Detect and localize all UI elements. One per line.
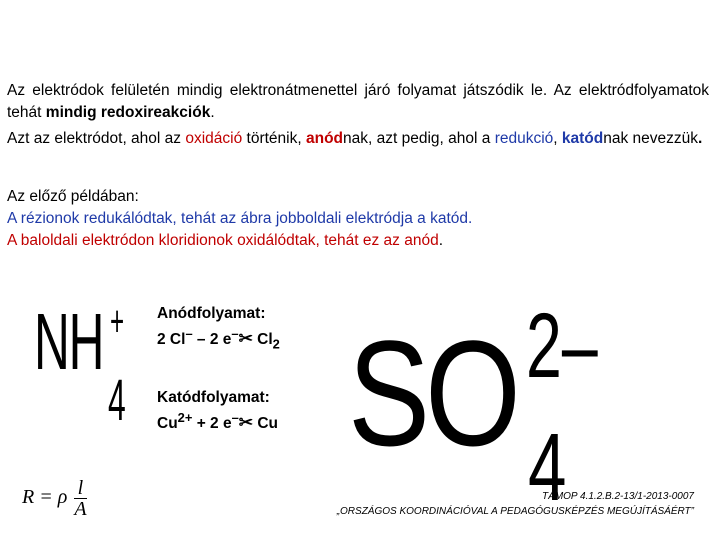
text: történik, (242, 130, 306, 147)
eq-sub: 2 (272, 336, 280, 352)
eq-text: Cu (253, 415, 279, 433)
anode-title: Anódfolyamat: (157, 305, 266, 322)
anode-equation (157, 324, 280, 354)
nh4-subscript: 4 (108, 368, 126, 433)
paragraph-electrodes (7, 128, 709, 150)
resistance-formula (22, 478, 87, 519)
oxidation-term: oxidáció (185, 130, 243, 147)
eq-sup: – (231, 326, 239, 341)
anode-process (157, 304, 280, 354)
formula-lhs: R = ρ (22, 486, 68, 509)
text: . (210, 104, 215, 121)
example-cathode-line: A rézionok redukálódtak, tehát az ábra jobboldali elektródja a katód. (7, 210, 473, 227)
text: nak nevezzük (603, 130, 699, 147)
nh4-charge: + (110, 297, 125, 346)
nh4-base: NH (34, 297, 104, 386)
so4-charge: 2– (526, 295, 598, 397)
text: . (698, 130, 703, 147)
project-footer (337, 489, 694, 519)
eq-text: 2 Cl (157, 331, 186, 349)
anode-term: anód (305, 130, 344, 147)
scissors-arrow-icon: ✂ (238, 329, 253, 349)
cathode-title: Katódfolyamat: (157, 389, 270, 406)
footer-line2: „ORSZÁGOS KOORDINÁCIÓVAL A PEDAGÓGUSKÉPZÉS MEGÚJÍTÁSÁÉRT” (336, 506, 694, 517)
footer-line1: TÁMOP 4.1.2.B.2-13/1-2013-0007 (542, 491, 694, 502)
formula-fraction (74, 478, 86, 519)
so4-base: SO (348, 309, 516, 477)
text: Az elektródok felületén mindig elektronátmenettel járó folyamat játszódik le. Az elektródfolyamatok tehát (7, 82, 709, 121)
formula-denominator: A (74, 498, 87, 520)
cathode-process (157, 388, 278, 434)
scissors-arrow-icon: ✂ (238, 413, 254, 433)
paragraph-redox (7, 80, 709, 124)
eq-sup: – (231, 410, 239, 425)
eq-text: – 2 e (192, 331, 232, 349)
so4-subscript: 4 (528, 414, 567, 521)
formula-numerator: l (74, 478, 86, 499)
paragraph-example (7, 186, 709, 252)
text: Azt az elektródot, ahol az (7, 130, 186, 147)
text-bold: mindig redoxireakciók (45, 104, 211, 121)
eq-text: + 2 e (192, 415, 232, 433)
eq-text: Cu (157, 415, 178, 433)
eq-sup: – (185, 326, 193, 341)
example-intro: Az előző példában: (7, 188, 139, 205)
text: nak, azt pedig, ahol a (343, 130, 495, 147)
text: . (438, 232, 444, 249)
cathode-term: katód (561, 130, 604, 147)
example-anode-line: A baloldali elektródon kloridionok oxidálódtak, tehát ez az anód (7, 232, 439, 249)
cathode-equation (157, 408, 278, 434)
reduction-term: redukció (494, 130, 554, 147)
eq-text: Cl (252, 331, 273, 349)
text: , (553, 130, 562, 147)
eq-sup: 2+ (177, 410, 193, 425)
